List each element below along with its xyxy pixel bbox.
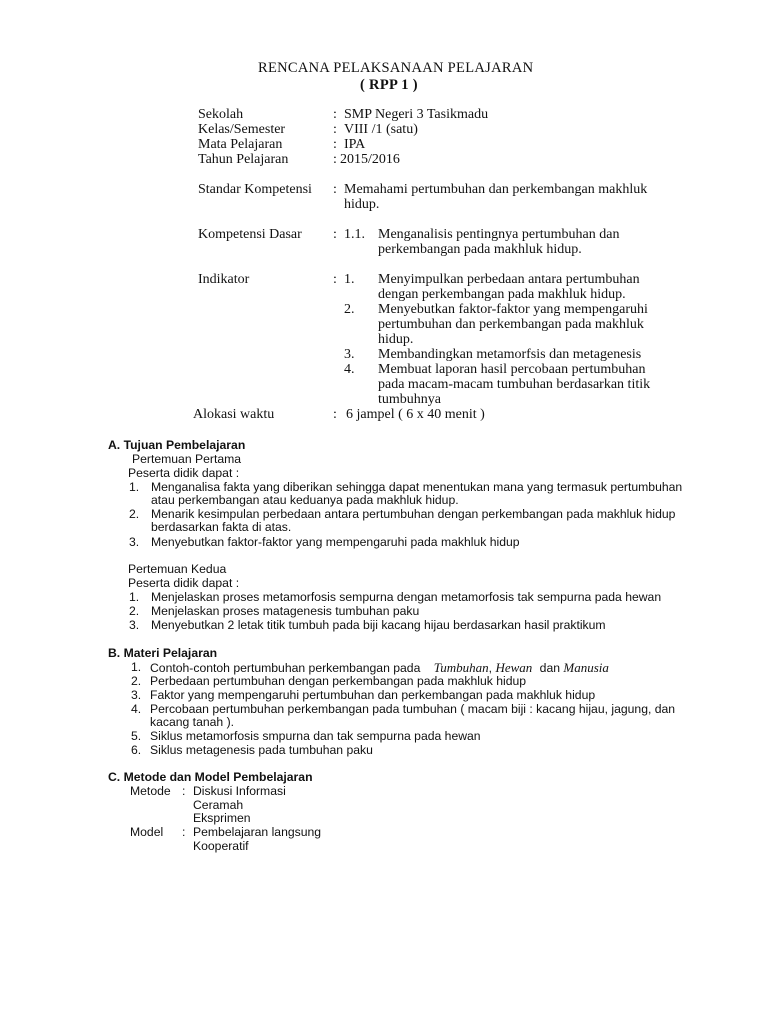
sk-label: Standar Kompetensi: [198, 182, 312, 197]
model-label: Model: [130, 825, 164, 839]
indicator-number: 3.: [344, 347, 355, 362]
document-subtitle: ( RPP 1 ): [360, 77, 418, 93]
list-number: 3.: [129, 535, 140, 549]
list-item: Menyebutkan faktor-faktor yang mempengaruhi pada makhluk hidup: [151, 535, 520, 549]
list-item: Siklus metagenesis pada tumbuhan paku: [150, 743, 373, 757]
section-b-heading: B. Materi Pelajaran: [108, 646, 218, 660]
sk-text-line2: hidup.: [344, 197, 380, 212]
indicator-number: 4.: [344, 362, 355, 377]
conjunction: dan: [539, 661, 561, 675]
colon: :: [333, 122, 337, 137]
subject-value: IPA: [344, 137, 366, 152]
section-a-heading: A. Tujuan Pembelajaran: [108, 438, 246, 452]
colon: :: [333, 227, 337, 242]
list-number: 2.: [129, 604, 140, 618]
list-number: 4.: [131, 702, 142, 716]
colon: :: [333, 272, 337, 287]
colon: :: [182, 825, 186, 839]
indicator-text: Menyebutkan faktor-faktor yang mempengaruhi: [378, 302, 648, 317]
indicator-text: hidup.: [378, 332, 414, 347]
list-item: Menarik kesimpulan perbedaan antara pertumbuhan dengan perkembangan pada makhluk hidup: [151, 507, 676, 521]
colon: :: [182, 784, 186, 798]
italic-term-animals: Hewan: [495, 660, 533, 675]
list-item-text: Contoh-contoh pertumbuhan perkembangan pada: [150, 661, 421, 675]
sk-text-line1: Memahami pertumbuhan dan perkembangan makhluk: [344, 182, 648, 197]
colon: :: [333, 107, 337, 122]
method-label: Metode: [130, 784, 171, 798]
list-number: 1.: [131, 660, 142, 674]
list-number: 6.: [131, 743, 142, 757]
list-number: 2.: [131, 674, 142, 688]
indicator-label: Indikator: [198, 272, 250, 287]
indicator-text: Menyimpulkan perbedaan antara pertumbuhan: [378, 272, 640, 287]
list-number: 3.: [129, 618, 140, 632]
school-label: Sekolah: [198, 107, 244, 122]
list-item: Menjelaskan proses metamorfosis sempurna dengan metamorfosis tak sempurna pada hewan: [151, 590, 662, 604]
kd-text-line1: Menganalisis pentingnya pertumbuhan dan: [378, 227, 620, 242]
class-label: Kelas/Semester: [198, 122, 286, 137]
section-c-heading: C. Metode dan Model Pembelajaran: [108, 770, 313, 784]
list-item: atau perkembangan atau keduanya pada makhluk hidup.: [151, 493, 459, 507]
list-item: kacang tanah ).: [150, 715, 235, 729]
kd-number: 1.1.: [344, 227, 365, 242]
document-title: RENCANA PELAKSANAAN PELAJARAN: [258, 60, 534, 76]
indicator-text: dengan perkembangan pada makhluk hidup.: [378, 287, 626, 302]
kd-text-line2: perkembangan pada makhluk hidup.: [378, 242, 582, 257]
class-value: VIII /1 (satu): [344, 122, 418, 137]
list-item: Faktor yang mempengaruhi pertumbuhan dan perkembangan pada makhluk hidup: [150, 688, 596, 702]
list-item: Menyebutkan 2 letak titik tumbuh pada biji kacang hijau berdasarkan hasil praktikum: [151, 618, 606, 632]
indicator-text: tumbuhnya: [378, 392, 441, 407]
model-item: Pembelajaran langsung: [193, 825, 322, 839]
time-value: 6 jampel ( 6 x 40 menit ): [346, 407, 485, 422]
colon: :: [333, 137, 337, 152]
method-item: Eksprimen: [193, 811, 251, 825]
indicator-text: Membandingkan metamorfsis dan metagenesis: [378, 347, 642, 362]
indicator-text: pada macam-macam tumbuhan berdasarkan titik: [378, 377, 651, 392]
students2-label: Peserta didik dapat :: [128, 576, 240, 590]
kd-label: Kompetensi Dasar: [198, 227, 302, 242]
colon: :: [333, 182, 337, 197]
list-number: 3.: [131, 688, 142, 702]
comma: ,: [488, 661, 493, 675]
italic-term-plants: Tumbuhan: [433, 660, 489, 675]
indicator-text: Membuat laporan hasil percobaan pertumbuhan: [378, 362, 646, 377]
list-item: Siklus metamorfosis smpurna dan tak sempurna pada hewan: [150, 729, 481, 743]
list-item: Perbedaan pertumbuhan dengan perkembangan pada makhluk hidup: [150, 674, 527, 688]
year-label: Tahun Pelajaran: [198, 152, 289, 167]
subject-label: Mata Pelajaran: [198, 137, 283, 152]
list-number: 2.: [129, 507, 140, 521]
list-number: 1.: [129, 480, 140, 494]
indicator-text: pertumbuhan dan perkembangan pada makhluk: [378, 317, 644, 332]
time-label: Alokasi waktu: [193, 407, 275, 422]
meeting2-label: Pertemuan Kedua: [128, 562, 227, 576]
colon: :: [333, 407, 337, 422]
method-item: Diskusi Informasi: [193, 784, 286, 798]
indicator-number: 2.: [344, 302, 355, 317]
meeting1-label: Pertemuan Pertama: [132, 452, 242, 466]
method-item: Ceramah: [193, 798, 244, 812]
colon: :: [333, 152, 337, 167]
italic-term-humans: Manusia: [563, 660, 609, 675]
list-item: Menganalisa fakta yang diberikan sehingga dapat menentukan mana yang termasuk pertumbuhan: [151, 480, 683, 494]
list-number: 5.: [131, 729, 142, 743]
list-item: Menjelaskan proses matagenesis tumbuhan paku: [151, 604, 420, 618]
year-value: 2015/2016: [340, 152, 400, 167]
indicator-number: 1.: [344, 272, 355, 287]
list-number: 1.: [129, 590, 140, 604]
school-value: SMP Negeri 3 Tasikmadu: [344, 107, 489, 122]
list-item: Percobaan pertumbuhan perkembangan pada tumbuhan ( macam biji : kacang hijau, jagung, dan: [150, 702, 676, 716]
list-item: berdasarkan fakta di atas.: [151, 520, 292, 534]
students1-label: Peserta didik dapat :: [128, 466, 240, 480]
model-item: Kooperatif: [193, 839, 249, 853]
